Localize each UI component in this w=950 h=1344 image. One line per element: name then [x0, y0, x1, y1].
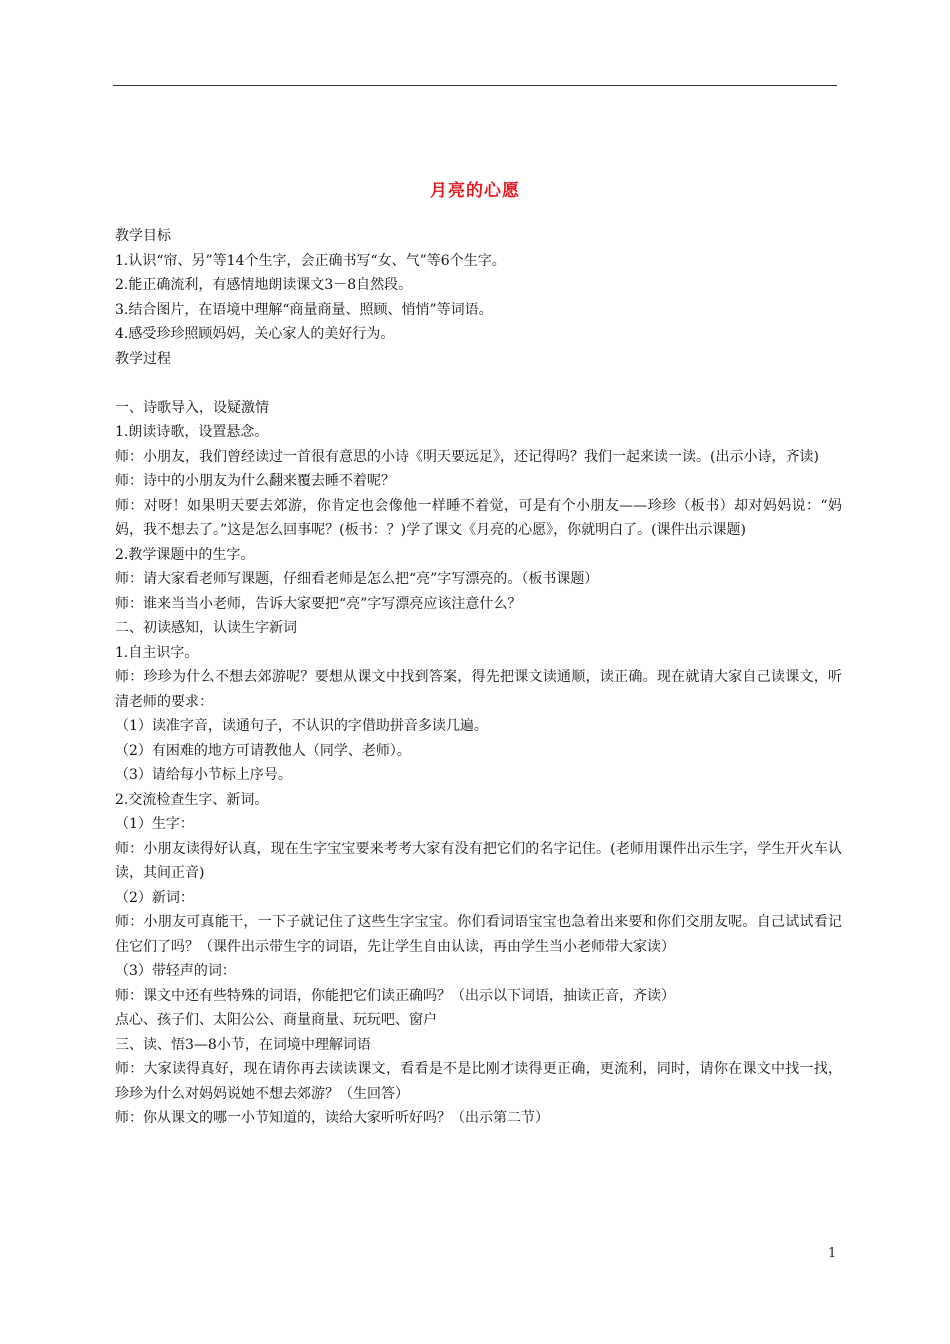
paragraph-29: 三、读、悟3—8小节，在词境中理解词语 — [115, 1036, 371, 1053]
paragraph-2: 2.能正确流利，有感情地朗读课文3－8自然段。 — [115, 277, 413, 293]
header-rule — [113, 85, 837, 86]
paragraph-12: 2.教学课题中的生字。 — [115, 546, 255, 563]
paragraph-22: （1）生字： — [115, 816, 194, 832]
paragraph-3: 3.结合图片，在语境中理解“商量商量、照顾、悄悄”等词语。 — [115, 301, 493, 318]
paragraph-14: 师：谁来当当小老师，告诉大家要把“亮”字写漂亮应该注意什么？ — [115, 595, 522, 612]
paragraph-19: （2）有困难的地方可请教他人（同学、老师）。 — [115, 742, 411, 759]
paragraph-15: 二、初读感知，认读生字新词 — [115, 620, 297, 636]
document-title: 月亮的心愿 — [430, 181, 520, 201]
paragraph-11: 师：对呀！如果明天要去郊游，你肯定也会像他一样睡不着觉，可是有个小朋友——珍珍（板书）却对妈妈说：“妈妈，我不想去了。”这是怎么回事呢？(板书：？)学了课文《月亮的心愿》，你就明白了。(课件出示课题) — [115, 497, 842, 538]
paragraph-17: 师：珍珍为什么不想去郊游呢？要想从课文中找到答案，得先把课文读通顺，读正确。现在就请大家自己读课文，听清老师的要求： — [115, 669, 842, 710]
paragraph-13: 师：请大家看老师写课题，仔细看老师是怎么把“亮”字写漂亮的。（板书课题） — [115, 571, 599, 587]
paragraph-7: 一、诗歌导入，设疑激情 — [115, 399, 269, 416]
paragraph-8: 1.朗读诗歌，设置悬念。 — [115, 424, 269, 440]
paragraph-16: 1.自主识字。 — [115, 644, 199, 661]
blank-line — [115, 371, 842, 396]
paragraph-18: （1）读准字音，读通句子，不认识的字借助拼音多读几遍。 — [115, 718, 488, 734]
paragraph-31: 师：你从课文的哪一小节知道的，读给大家听听好吗？（出示第二节） — [115, 1110, 549, 1126]
paragraph-20: （3）请给每小节标上序号。 — [115, 767, 292, 783]
paragraph-5: 教学过程 — [115, 350, 171, 367]
paragraph-30: 师：大家读得真好，现在请你再去读读课文，看看是不是比刚才读得更正确，更流利，同时，请你在课文中找一找，珍珍为什么对妈妈说她不想去郊游？（生回答） — [115, 1061, 842, 1102]
paragraph-26: （3）带轻声的词： — [115, 963, 236, 979]
paragraph-0: 教学目标 — [115, 228, 171, 244]
paragraph-25: 师：小朋友可真能干，一下子就记住了这些生字宝宝。你们看词语宝宝也急着出来要和你们交朋友呢。自己试试看记住它们了吗？（课件出示带生字的词语，先让学生自由认读，再由学生当小老师带大家读） — [115, 914, 842, 955]
page-number: 1 — [828, 1246, 837, 1261]
paragraph-27: 师：课文中还有些特殊的词语，你能把它们读正确吗？（出示以下词语，抽读正音，齐读） — [115, 987, 675, 1004]
paragraph-23: 师：小朋友读得好认真，现在生字宝宝要来考考大家有没有把它们的名字记住。(老师用课件出示生字，学生开火车认读，其间正音) — [115, 840, 842, 881]
paragraph-1: 1.认识“帘、另”等14个生字，会正确书写“女、气”等6个生字。 — [115, 252, 506, 269]
document-body — [115, 224, 842, 1131]
paragraph-10: 师：诗中的小朋友为什么翻来覆去睡不着呢？ — [115, 473, 395, 489]
paragraph-28: 点心、孩子们、太阳公公、商量商量、玩玩吧、窗户 — [115, 1012, 437, 1028]
paragraph-24: （2）新词： — [115, 889, 194, 906]
paragraph-21: 2.交流检查生字、新词。 — [115, 791, 269, 808]
paragraph-4: 4.感受珍珍照顾妈妈，关心家人的美好行为。 — [115, 326, 395, 342]
paragraph-9: 师：小朋友，我们曾经读过一首很有意思的小诗《明天要远足》，还记得吗？我们一起来读一读。(出示小诗，齐读) — [115, 448, 819, 465]
